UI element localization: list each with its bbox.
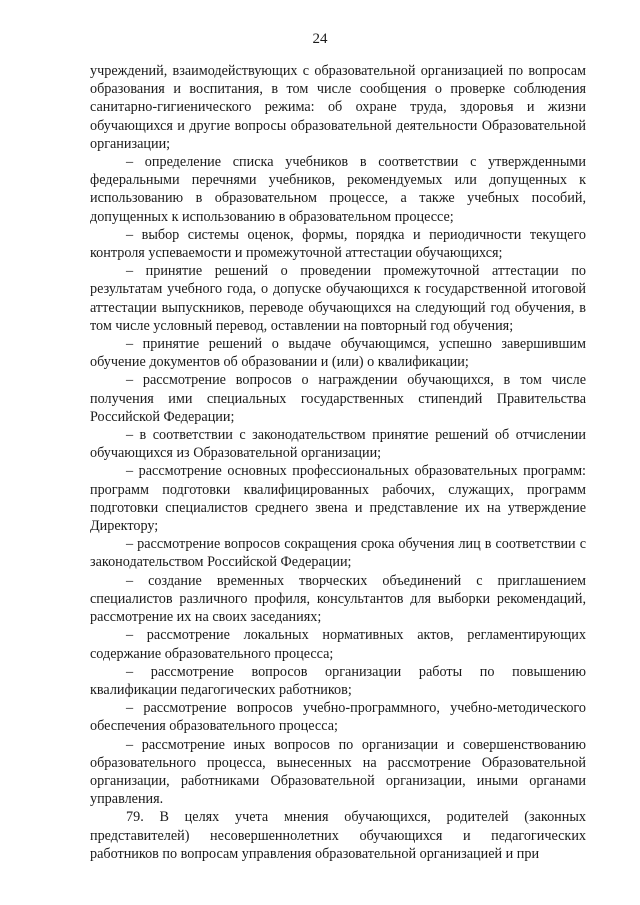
list-item-shortened-study: – рассмотрение вопросов сокращения срока обучения лиц в соответствии с законодательством Российской Федерации;	[90, 536, 586, 571]
list-item-methodological-support: – рассмотрение вопросов учебно-программного, учебно-методического обеспечения образовательного процесса;	[90, 700, 586, 735]
paragraph-continuation: учреждений, взаимодействующих с образовательной организацией по вопросам образования и воспитания, в том числе сообщения о проверке соблюдения санитарно-гигиенического режима: об охране труда, здоровья и жизни обучающихся и другие вопросы образовательной деятельности Образовательной организации;	[90, 63, 586, 152]
list-item-qualification: – рассмотрение вопросов организации работы по повышению квалификации педагогических работников;	[90, 663, 586, 698]
list-item-diplomas: – принятие решений о выдаче обучающимся, успешно завершившим обучение документов об образовании и (или) о квалификации;	[90, 336, 586, 371]
document-body	[90, 62, 586, 863]
list-item-expulsion: – в соответствии с законодательством принятие решений об отчислении обучающихся из Образовательной организации;	[90, 427, 586, 462]
list-item-grading-system: – выбор системы оценок, формы, порядка и периодичности текущего контроля успеваемости и промежуточной аттестации обучающихся;	[90, 226, 586, 262]
list-item-textbooks: – определение списка учебников в соответствии с утвержденными федеральными перечнями учебников, рекомендуемых или допущенных к использованию в образовательном процессе, а также учебных пособий, допущенных к использованию в образовательном процессе;	[90, 154, 586, 225]
page-number: 24	[312, 31, 328, 47]
clause-79: 79. В целях учета мнения обучающихся, родителей (законных представителей) несовершеннолетних обучающихся и педагогических работников по вопросам управления образовательной организацией и при	[90, 809, 586, 862]
list-item-creative-groups: – создание временных творческих объединений с приглашением специалистов различного профиля, консультантов для выборки рекомендаций, рассмотрение их на своих заседаниях;	[90, 572, 586, 626]
list-item-programs: – рассмотрение основных профессиональных образовательных программ: программ подготовки квалифицированных рабочих, служащих, программ подготовки специалистов среднего звена и представление их на утверждение Директору;	[90, 463, 586, 535]
list-item-local-acts: – рассмотрение локальных нормативных актов, регламентирующих содержание образовательного процесса;	[90, 627, 586, 662]
list-item-awards: – рассмотрение вопросов о награждении обучающихся, в том числе получения ими специальных государственных стипендий Правительства Российской Федерации;	[90, 372, 586, 425]
list-item-intermediate-attestation: – принятие решений о проведении промежуточной аттестации по результатам учебного года, о допуске обучающихся к государственной итоговой аттестации выпускников, переводе обучающихся на следующий год обучения, в том числе условный перевод, оставлении на повторный год обучения;	[90, 263, 586, 334]
list-item-other-questions: – рассмотрение иных вопросов по организации и совершенствованию образовательного процесса, вынесенных на рассмотрение Образовательной организации, работниками Образовательной организации, иными органами управления.	[90, 736, 586, 808]
